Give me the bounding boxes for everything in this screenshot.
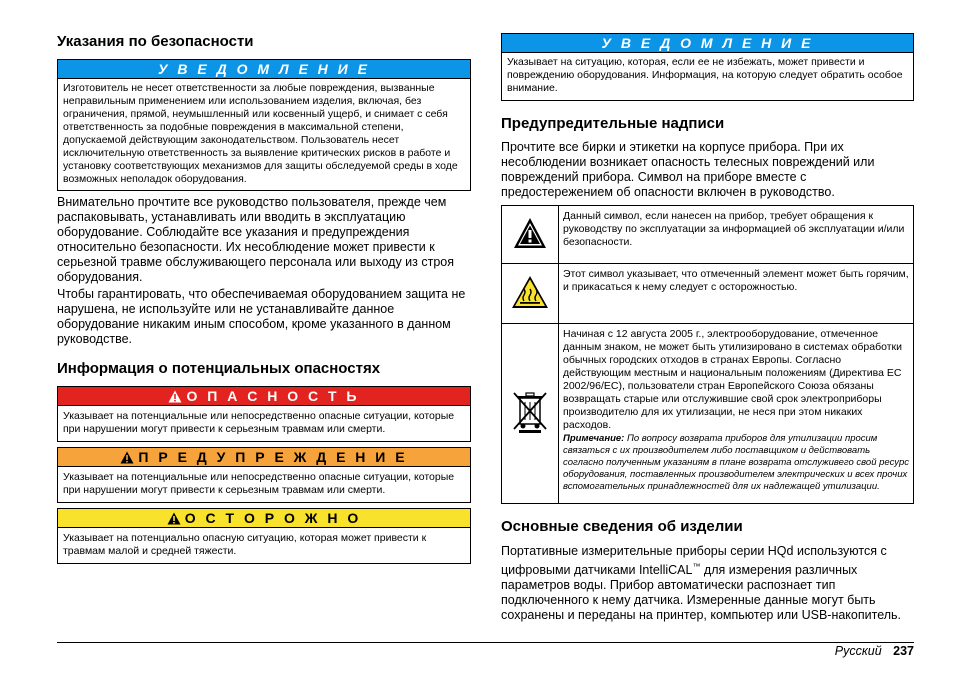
footer-divider [57,642,914,643]
weee-text: Начиная с 12 августа 2005 г., электрооборудование, отмеченное данным знаком, не может быть утилизировано в системах обработки обычных городских отходов в странах Европы. Согласно действующим местным и национальным положениям (Директива ЕС 2002/96/EC), пользователи стран Европейского Союза обязаны возвращать старые или отслужившие свой срок электроприборы производителю для их утилизации, не неся при этом никаких расходов. [563,328,902,431]
warning-title: П Р Е Д У П Р Е Ж Д Е Н И Е [138,449,408,465]
danger-title: О П А С Н О С Т Ь [186,388,360,404]
notice-text: Изготовитель не несет ответственности за любые повреждения, вызванные неправильным применением или использованием изделия, включая, без ограничения, прямой, неумышленный или косвенный ущерб, и снимает с себя ответственность за подобные повреждения в максимальной степени, допускаемой действующим законодательством. Пользователь несет исключительную ответственность за выявление критических рисков в работе и установку соответствующих механизмов для защиты обследуемой среды в ходе возможных неполадок оборудования. [63,82,458,185]
symbol-desc-weee [559,324,914,504]
warning-triangle-icon [120,451,134,464]
trademark-symbol: ™ [692,562,701,571]
product-text-a: Портативные измерительные приборы серии HQd используются с цифровыми датчиками IntelliCAL [501,544,887,578]
heading-safety: Указания по безопасности [57,33,254,50]
notice-title: У В Е Д О М Л Е Н И Е [502,34,913,53]
table-row [502,324,914,504]
footer-language: Русский [834,644,882,658]
hot-surface-icon [511,275,549,309]
note-label: Примечание: [563,433,625,444]
heading-hazard-info: Информация о потенциальных опасностях [57,360,381,377]
page-number: 237 [893,644,914,658]
warning-triangle-icon [167,512,181,525]
symbol-desc-hot: Этот символ указывает, что отмеченный элемент может быть горячим, и прикасаться к нему следует с осторожностью. [559,264,914,324]
notice-text: Указывает на ситуацию, которая, если ее не избежать, может привести и повреждению оборудования. Информация, на которую следует обратить особое внимание. [507,56,903,94]
page-footer [835,644,914,658]
warning-text: Указывает на потенциальные или непосредственно опасные ситуации, которые при нарушении могут привести к серьезным травмам или смерти. [63,471,455,496]
weee-note [563,433,909,493]
caution-box [57,508,471,564]
safety-paragraph-2: Чтобы гарантировать, что обеспечиваемая оборудованием защита не нарушена, не используйте или не устанавливайте данное оборудование никаким иным способом, кроме указанного в данном руководстве. [57,287,466,346]
notice-box-right [501,33,914,101]
safety-paragraph-1: Внимательно прочтите все руководство пользователя, прежде чем распаковывать, устанавливать или вводить в эксплуатацию оборудование. Соблюдайте все указания и предупреждения относительно безопасности. Их несоблюдение может привести к серьезной травме обслуживающего персонала или выходу из строя оборудования. [57,195,454,284]
labels-paragraph: Прочтите все бирки и этикетки на корпусе прибора. При их несоблюдении возникает опасность телесных повреждений или повреждений прибора. Символ на приборе вместе с предостережением об опасности включен в руководство. [501,140,875,199]
heading-warning-labels: Предупредительные надписи [501,115,725,132]
danger-text: Указывает на потенциальные или непосредственно опасные ситуации, которые при нарушении могут привести к серьезным травмам или смерти. [63,410,455,435]
table-row [502,264,914,324]
warning-title-bar [58,448,470,467]
symbols-table [501,205,914,504]
caution-title: О С Т О Р О Ж Н О [184,510,362,526]
symbol-desc-warning: Данный символ, если нанесен на прибор, требует обращения к руководству по эксплуатации за информацией об эксплуатации и/или безопасности. [559,206,914,264]
danger-box [57,386,471,442]
product-text-b: для измерения различных параметров воды. Прибор автоматически распознает тип подключенного к нему датчика. Измеренные данные могут быть сохранены и переданы на принтер, компьютер или USB-накопитель. [501,563,902,623]
weee-crossed-bin-icon [511,390,549,434]
caution-text: Указывает на потенциально опасную ситуацию, которая может привести к травмам малой и средней тяжести. [63,532,427,557]
table-row [502,206,914,264]
warning-triangle-icon [513,217,547,249]
warning-box [57,447,471,503]
caution-title-bar [58,509,470,528]
note-text: По вопросу возврата приборов для утилизации просим связаться с их производителем либо поставщиком и действовать согласно полученным указаниям в плане возврата отслуживего свой ресурс оборудования, поставленных производителем электрических и всех прочих вспомогательных принадлежностей для их надлежащей утилизации. [563,433,910,492]
heading-product-info: Основные сведения об изделии [501,518,743,535]
product-paragraph [501,544,914,623]
notice-box-left [57,59,471,191]
danger-title-bar [58,387,470,406]
warning-triangle-icon [168,390,182,403]
notice-title: У В Е Д О М Л Е Н И Е [58,60,470,79]
